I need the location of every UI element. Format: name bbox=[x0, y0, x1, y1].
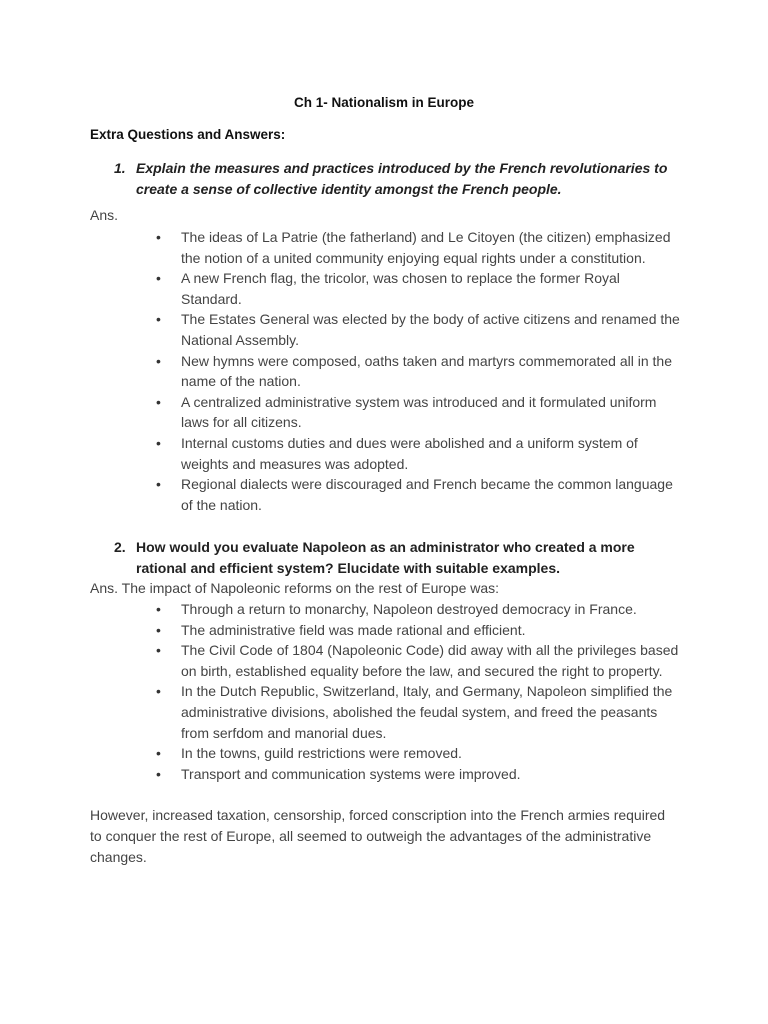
list-item: • A centralized administrative system was introduced and it formulated uniform laws for all citizens. bbox=[156, 392, 684, 433]
list-item: • In the Dutch Republic, Switzerland, Italy, and Germany, Napoleon simplified the administrative divisions, abolished the feudal system, and freed the peasants from serfdom and manorial dues. bbox=[156, 681, 684, 743]
list-item: • Through a return to monarchy, Napoleon destroyed democracy in France. bbox=[156, 599, 684, 620]
question-2-number: 2. bbox=[114, 539, 126, 555]
list-item: • The ideas of La Patrie (the fatherland) and Le Citoyen (the citizen) emphasized the notion of a united community enjoying equal rights under a constitution. bbox=[156, 227, 684, 268]
question-1-text: Explain the measures and practices introduced by the French revolutionaries to create a sense of collective identity amongst the French people. bbox=[136, 160, 668, 197]
answer-1-list bbox=[156, 227, 684, 515]
list-item: • The administrative field was made rational and efficient. bbox=[156, 620, 684, 641]
question-1-number: 1. bbox=[114, 160, 126, 176]
answer-1-label: Ans. bbox=[90, 207, 119, 223]
question-1 bbox=[114, 158, 684, 200]
page-title: Ch 1- Nationalism in Europe bbox=[293, 95, 475, 110]
list-item: • In the towns, guild restrictions were removed. bbox=[156, 743, 684, 764]
list-item: • A new French flag, the tricolor, was chosen to replace the former Royal Standard. bbox=[156, 268, 684, 309]
list-item: • New hymns were composed, oaths taken and martyrs commemorated all in the name of the nation. bbox=[156, 351, 684, 392]
list-item: • Transport and communication systems were improved. bbox=[156, 764, 684, 785]
list-item: • The Civil Code of 1804 (Napoleonic Code) did away with all the privileges based on birth, established equality before the law, and secured the right to property. bbox=[156, 640, 684, 681]
question-2-text: How would you evaluate Napoleon as an administrator who created a more rational and efficient system? Elucidate with suitable examples. bbox=[136, 539, 635, 576]
list-item: • The Estates General was elected by the body of active citizens and renamed the National Assembly. bbox=[156, 309, 684, 350]
question-2 bbox=[114, 537, 684, 579]
closing-paragraph: However, increased taxation, censorship, forced conscription into the French armies required to conquer the rest of Europe, all seemed to outweigh the advantages of the administrative changes. bbox=[90, 807, 666, 865]
list-item: • Regional dialects were discouraged and French became the common language of the nation. bbox=[156, 474, 684, 515]
answer-2-list bbox=[156, 599, 684, 784]
section-subtitle: Extra Questions and Answers: bbox=[90, 127, 286, 142]
list-item: • Internal customs duties and dues were abolished and a uniform system of weights and measures was adopted. bbox=[156, 433, 684, 474]
answer-2-label: Ans. The impact of Napoleonic reforms on the rest of Europe was: bbox=[90, 580, 500, 596]
